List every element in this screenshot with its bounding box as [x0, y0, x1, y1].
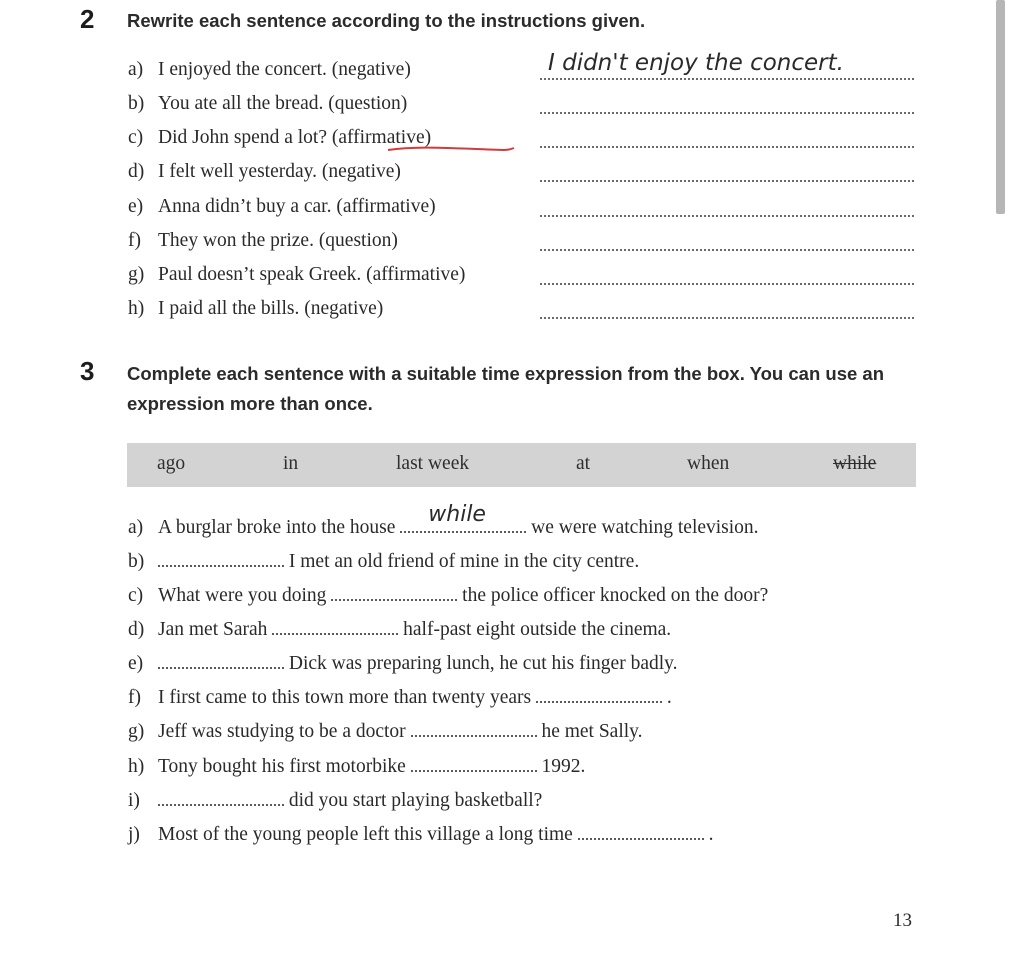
item-label: e)	[128, 653, 144, 674]
answer-gap[interactable]	[158, 790, 284, 806]
exercise-2-number: 2	[80, 4, 95, 34]
sentence-end: Dick was preparing lunch, he cut his finger badly.	[288, 653, 678, 674]
box-word: last week	[396, 453, 470, 474]
item-sentence: Paul doesn’t speak Greek. (affirmative)	[158, 264, 466, 285]
item-label: a)	[128, 59, 144, 80]
sentence-start: Jan met Sarah	[158, 619, 268, 640]
item-label: c)	[128, 585, 144, 606]
word-box	[127, 443, 916, 487]
answer-line[interactable]	[540, 112, 914, 114]
sentence-end: the police officer knocked on the door?	[462, 585, 769, 606]
sentence-end: he met Sally.	[541, 721, 643, 742]
exercise-3-instruction: Complete each sentence with a suitable time expression from the box. You can use an expression more than once.	[127, 363, 885, 414]
item-label: a)	[128, 517, 144, 538]
answer-gap[interactable]	[578, 824, 704, 840]
sentence-start: What were you doing	[158, 585, 327, 606]
item-sentence	[158, 650, 678, 678]
item-sentence: I paid all the bills. (negative)	[158, 298, 384, 319]
item-sentence: I enjoyed the concert. (negative)	[158, 59, 411, 80]
item-sentence	[158, 684, 672, 712]
answer-line[interactable]	[540, 146, 914, 148]
item-sentence	[158, 821, 713, 849]
answer-line[interactable]	[540, 249, 914, 251]
item-label: c)	[128, 127, 144, 148]
answer-gap[interactable]	[331, 585, 457, 601]
sentence-end: we were watching television.	[531, 517, 759, 538]
item-sentence	[158, 718, 643, 746]
answer-line[interactable]	[540, 283, 914, 285]
item-label: d)	[128, 161, 145, 182]
answer-line[interactable]	[540, 180, 914, 182]
item-label: d)	[128, 619, 145, 640]
item-label: g)	[128, 721, 145, 742]
answer-gap[interactable]	[158, 653, 284, 669]
item-sentence	[158, 582, 768, 610]
sentence-start: Most of the young people left this village a long time	[158, 824, 573, 845]
handwritten-answer: I didn't enjoy the concert.	[548, 50, 844, 76]
red-pen-underline	[386, 145, 516, 155]
item-label: j)	[128, 824, 140, 845]
answer-gap[interactable]	[411, 721, 537, 737]
item-sentence	[158, 753, 585, 781]
exercise-2-instruction: Rewrite each sentence according to the instructions given.	[127, 10, 646, 31]
item-sentence	[158, 502, 759, 542]
sentence-start: Tony bought his first motorbike	[158, 756, 406, 777]
sentence-end: I met an old friend of mine in the city centre.	[288, 551, 640, 572]
page-number: 13	[893, 910, 912, 931]
answer-line[interactable]	[540, 317, 914, 319]
item-label: h)	[128, 756, 145, 777]
item-label: g)	[128, 264, 145, 285]
answer-gap[interactable]	[536, 687, 662, 703]
answer-gap[interactable]	[411, 756, 537, 772]
item-label: b)	[128, 551, 145, 572]
item-sentence: They won the prize. (question)	[158, 230, 398, 251]
scrollbar[interactable]	[996, 0, 1005, 214]
box-word-crossed: while	[833, 453, 877, 474]
answer-line[interactable]	[540, 78, 914, 80]
sentence-start: Jeff was studying to be a doctor	[158, 721, 406, 742]
sentence-start: I first came to this town more than twenty years	[158, 687, 532, 708]
item-sentence	[158, 616, 671, 644]
exercise-3-number: 3	[80, 356, 95, 386]
sentence-end: .	[666, 687, 672, 708]
item-sentence: You ate all the bread. (question)	[158, 93, 408, 114]
answer-gap[interactable]	[400, 502, 526, 533]
item-sentence	[158, 548, 639, 576]
answer-gap[interactable]	[158, 551, 284, 567]
handwritten-answer: while	[428, 502, 486, 527]
item-label: e)	[128, 196, 144, 217]
item-sentence: Did John spend a lot? (affirmative)	[158, 127, 432, 148]
answer-gap[interactable]	[272, 619, 398, 635]
box-word: ago	[157, 453, 186, 474]
item-label: b)	[128, 93, 145, 114]
box-word: when	[687, 453, 730, 474]
box-word: at	[576, 453, 591, 474]
sentence-end: .	[708, 824, 714, 845]
item-sentence: Anna didn’t buy a car. (affirmative)	[158, 196, 436, 217]
box-word: in	[283, 453, 299, 474]
item-label: i)	[128, 790, 140, 811]
item-sentence	[158, 787, 542, 815]
item-label: f)	[128, 230, 141, 251]
item-label: f)	[128, 687, 141, 708]
sentence-end: half-past eight outside the cinema.	[403, 619, 672, 640]
sentence-start: A burglar broke into the house	[158, 517, 396, 538]
sentence-end: did you start playing basketball?	[288, 790, 543, 811]
sentence-end: 1992.	[541, 756, 586, 777]
item-label: h)	[128, 298, 145, 319]
answer-line[interactable]	[540, 215, 914, 217]
item-sentence: I felt well yesterday. (negative)	[158, 161, 401, 182]
